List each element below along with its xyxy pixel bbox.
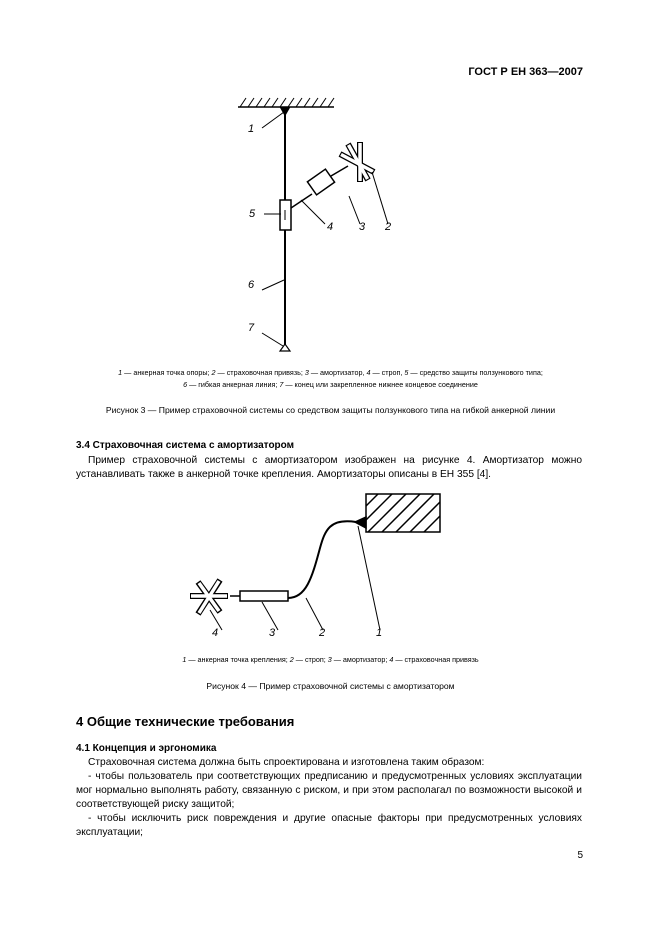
figure-4-caption: Рисунок 4 — Пример страховочной системы с амортизатором [206, 681, 455, 691]
fig3-label-2: 2 [385, 221, 392, 233]
figure-4-legend: 1 — анкерная точка крепления; 2 — строп; 3 — амортизатор; 4 — страховочная привязь [182, 655, 479, 664]
fig3-label-3: 3 [359, 221, 366, 233]
page-number: 5 [577, 850, 583, 861]
fig4-label-3: 3 [269, 627, 276, 639]
section-4-1-heading: 4.1 Концепция и эргономика [76, 743, 217, 754]
figure-3-legend-line-1: 1 — анкерная точка опоры; 2 — страховочная привязь; 3 — амортизатор, 4 — строп, 5 — средство защиты ползункового типа; [118, 368, 543, 377]
section-3-4-text: Пример страховочной системы с амортизатором изображен на рисунке 4. Амортизатор можно устанавливать также в анкерной точке крепления. Амортизаторы описаны в ЕН 355 [4]. [76, 455, 582, 480]
section-4-1-bullet-1: - чтобы пользователь при соответствующих предписанию и предусмотренных условиях эксплуатации мог нормально выполнять работу, связанную с риском, и при этом располагал по возможности высокой и соответствующей риску защитой; [76, 771, 582, 810]
section-4-1-intro: Страховочная система должна быть спроектирована и изготовлена таким образом: [88, 757, 485, 768]
section-4-heading: 4 Общие технические требования [76, 714, 295, 729]
fig4-label-4: 4 [212, 627, 219, 639]
fig3-label-1: 1 [248, 123, 255, 135]
fig4-label-2: 2 [319, 627, 326, 639]
page-header: ГОСТ Р ЕН 363—2007 [468, 66, 583, 78]
fig3-label-4: 4 [327, 221, 334, 233]
fig3-label-6: 6 [248, 279, 255, 291]
fig4-label-1: 1 [376, 627, 383, 639]
section-3-4-heading: 3.4 Страховочная система с амортизатором [76, 440, 295, 451]
fig3-label-7: 7 [248, 322, 255, 334]
fig3-label-5: 5 [249, 208, 256, 220]
figure-3-legend-line-2: 6 — гибкая анкерная линия; 7 — конец или закрепленное нижнее концевое соединение [183, 380, 478, 389]
figure-3-caption: Рисунок 3 — Пример страховочной системы со средством защиты ползункового типа на гибкой анкерной линии [105, 405, 556, 415]
section-4-1-bullet-2: - чтобы исключить риск повреждения и другие опасные факторы при предусмотренных условиях эксплуатации; [76, 813, 582, 838]
